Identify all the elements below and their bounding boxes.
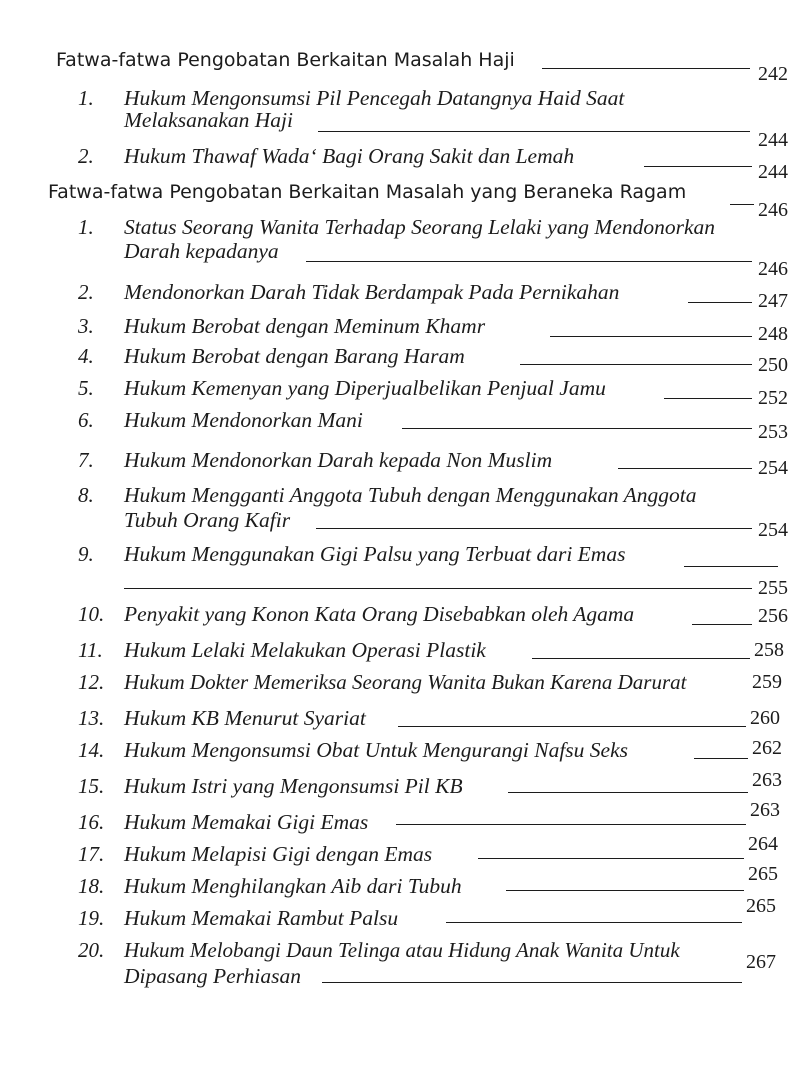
leader-line bbox=[402, 428, 752, 429]
leader-line bbox=[644, 166, 752, 167]
entry-number: 3. bbox=[78, 314, 94, 338]
page-number: 242 bbox=[758, 63, 788, 85]
leader-line bbox=[688, 302, 752, 303]
page-number: 254 bbox=[758, 457, 788, 479]
entry-number: 1. bbox=[78, 86, 94, 110]
page-number: 258 bbox=[754, 639, 784, 661]
entry-title: Hukum Berobat dengan Meminum Khamr bbox=[124, 314, 486, 338]
entry-title: Hukum Mendonorkan Mani bbox=[124, 408, 363, 432]
page-number: 253 bbox=[758, 421, 788, 443]
entry-number: 8. bbox=[78, 483, 94, 507]
entry-number: 20. bbox=[78, 938, 105, 962]
leader-line bbox=[664, 398, 752, 399]
entry-title: Hukum Melapisi Gigi dengan Emas bbox=[124, 842, 433, 866]
page-number: 256 bbox=[758, 605, 788, 627]
entry-title-line2: Darah kepadanya bbox=[124, 239, 279, 263]
entry-number: 16. bbox=[78, 810, 105, 834]
entry-title: Hukum Melobangi Daun Telinga atau Hidung Anak Wanita Untuk bbox=[124, 938, 680, 962]
page-number: 246 bbox=[758, 199, 788, 221]
entry-number: 19. bbox=[78, 906, 105, 930]
entry-title: Hukum Dokter Memeriksa Seorang Wanita Bukan Karena Darurat bbox=[124, 670, 687, 694]
page-number: 259 bbox=[752, 671, 782, 693]
entry-number: 18. bbox=[78, 874, 105, 898]
entry-number: 13. bbox=[78, 706, 105, 730]
entry-title: Hukum Menghilangkan Aib dari Tubuh bbox=[124, 874, 462, 898]
entry-number: 1. bbox=[78, 215, 94, 239]
entry-number: 15. bbox=[78, 774, 105, 798]
entry-title: Hukum Istri yang Mengonsumsi Pil KB bbox=[124, 774, 463, 798]
page-number: 263 bbox=[750, 799, 780, 821]
page-number: 254 bbox=[758, 519, 788, 541]
leader-line bbox=[446, 922, 742, 923]
entry-number: 4. bbox=[78, 344, 94, 368]
entry-number: 9. bbox=[78, 542, 94, 566]
entry-title: Hukum Menggunakan Gigi Palsu yang Terbuat dari Emas bbox=[124, 542, 626, 566]
page-number: 263 bbox=[752, 769, 782, 791]
leader-line bbox=[398, 726, 746, 727]
page-number: 260 bbox=[750, 707, 780, 729]
entry-title: Hukum Kemenyan yang Diperjualbelikan Penjual Jamu bbox=[124, 376, 606, 400]
entry-number: 6. bbox=[78, 408, 94, 432]
page-number: 265 bbox=[746, 895, 776, 917]
entry-number: 12. bbox=[78, 670, 105, 694]
entry-title: Hukum Thawaf Wada‘ Bagi Orang Sakit dan Lemah bbox=[124, 144, 575, 168]
entry-number: 11. bbox=[78, 638, 103, 662]
leader-line bbox=[508, 792, 748, 793]
entry-title: Hukum Mengonsumsi Obat Untuk Mengurangi Nafsu Seks bbox=[124, 738, 629, 762]
leader-line bbox=[618, 468, 752, 469]
entry-title: Hukum Memakai Rambut Palsu bbox=[124, 906, 399, 930]
page-number: 262 bbox=[752, 737, 782, 759]
entry-title-line2: Tubuh Orang Kafir bbox=[124, 508, 291, 532]
entry-number: 2. bbox=[78, 144, 94, 168]
entry-title: Penyakit yang Konon Kata Orang Disebabkan oleh Agama bbox=[124, 602, 635, 626]
leader-line bbox=[542, 68, 750, 69]
page-number: 250 bbox=[758, 354, 788, 376]
page-number: 244 bbox=[758, 129, 788, 151]
leader-line bbox=[316, 528, 752, 529]
section-title: Fatwa-fatwa Pengobatan Berkaitan Masalah yang Beraneka Ragam bbox=[48, 181, 687, 203]
entry-number: 17. bbox=[78, 842, 105, 866]
page-number: 247 bbox=[758, 290, 788, 312]
leader-line bbox=[694, 758, 748, 759]
entry-title: Hukum Mengganti Anggota Tubuh dengan Menggunakan Anggota bbox=[124, 483, 697, 507]
entry-number: 7. bbox=[78, 448, 94, 472]
leader-line bbox=[506, 890, 744, 891]
page-number: 255 bbox=[758, 577, 788, 599]
page-number: 244 bbox=[758, 161, 788, 183]
entry-title: Hukum KB Menurut Syariat bbox=[124, 706, 366, 730]
entry-number: 5. bbox=[78, 376, 94, 400]
entry-title: Hukum Mendonorkan Darah kepada Non Muslim bbox=[124, 448, 553, 472]
entry-number: 14. bbox=[78, 738, 105, 762]
page-number: 267 bbox=[746, 951, 776, 973]
page-number: 264 bbox=[748, 833, 778, 855]
leader-line bbox=[478, 858, 744, 859]
page-number: 246 bbox=[758, 258, 788, 280]
entry-title: Hukum Memakai Gigi Emas bbox=[124, 810, 369, 834]
entry-title: Hukum Berobat dengan Barang Haram bbox=[124, 344, 465, 368]
section-title: Fatwa-fatwa Pengobatan Berkaitan Masalah Haji bbox=[56, 49, 515, 71]
entry-title: Hukum Lelaki Melakukan Operasi Plastik bbox=[124, 638, 486, 662]
leader-line bbox=[692, 624, 752, 625]
leader-line bbox=[306, 261, 752, 262]
entry-title: Hukum Mengonsumsi Pil Pencegah Datangnya Haid Saat bbox=[124, 86, 625, 110]
entry-title: Mendonorkan Darah Tidak Berdampak Pada Pernikahan bbox=[124, 280, 620, 304]
entry-number: 10. bbox=[78, 602, 105, 626]
leader-line bbox=[684, 566, 778, 567]
entry-title-line2: Melaksanakan Haji bbox=[124, 108, 293, 132]
leader-line bbox=[396, 824, 746, 825]
leader-line bbox=[520, 364, 752, 365]
leader-line bbox=[550, 336, 752, 337]
entry-title-line2: Dipasang Perhiasan bbox=[124, 964, 301, 988]
page-number: 252 bbox=[758, 387, 788, 409]
leader-line bbox=[532, 658, 750, 659]
leader-line bbox=[730, 204, 754, 205]
entry-title: Status Seorang Wanita Terhadap Seorang Lelaki yang Mendonorkan bbox=[124, 215, 716, 239]
leader-line bbox=[322, 982, 742, 983]
entry-number: 2. bbox=[78, 280, 94, 304]
leader-line bbox=[124, 588, 752, 589]
page-number: 248 bbox=[758, 323, 788, 345]
leader-line bbox=[318, 131, 750, 132]
page-number: 265 bbox=[748, 863, 778, 885]
